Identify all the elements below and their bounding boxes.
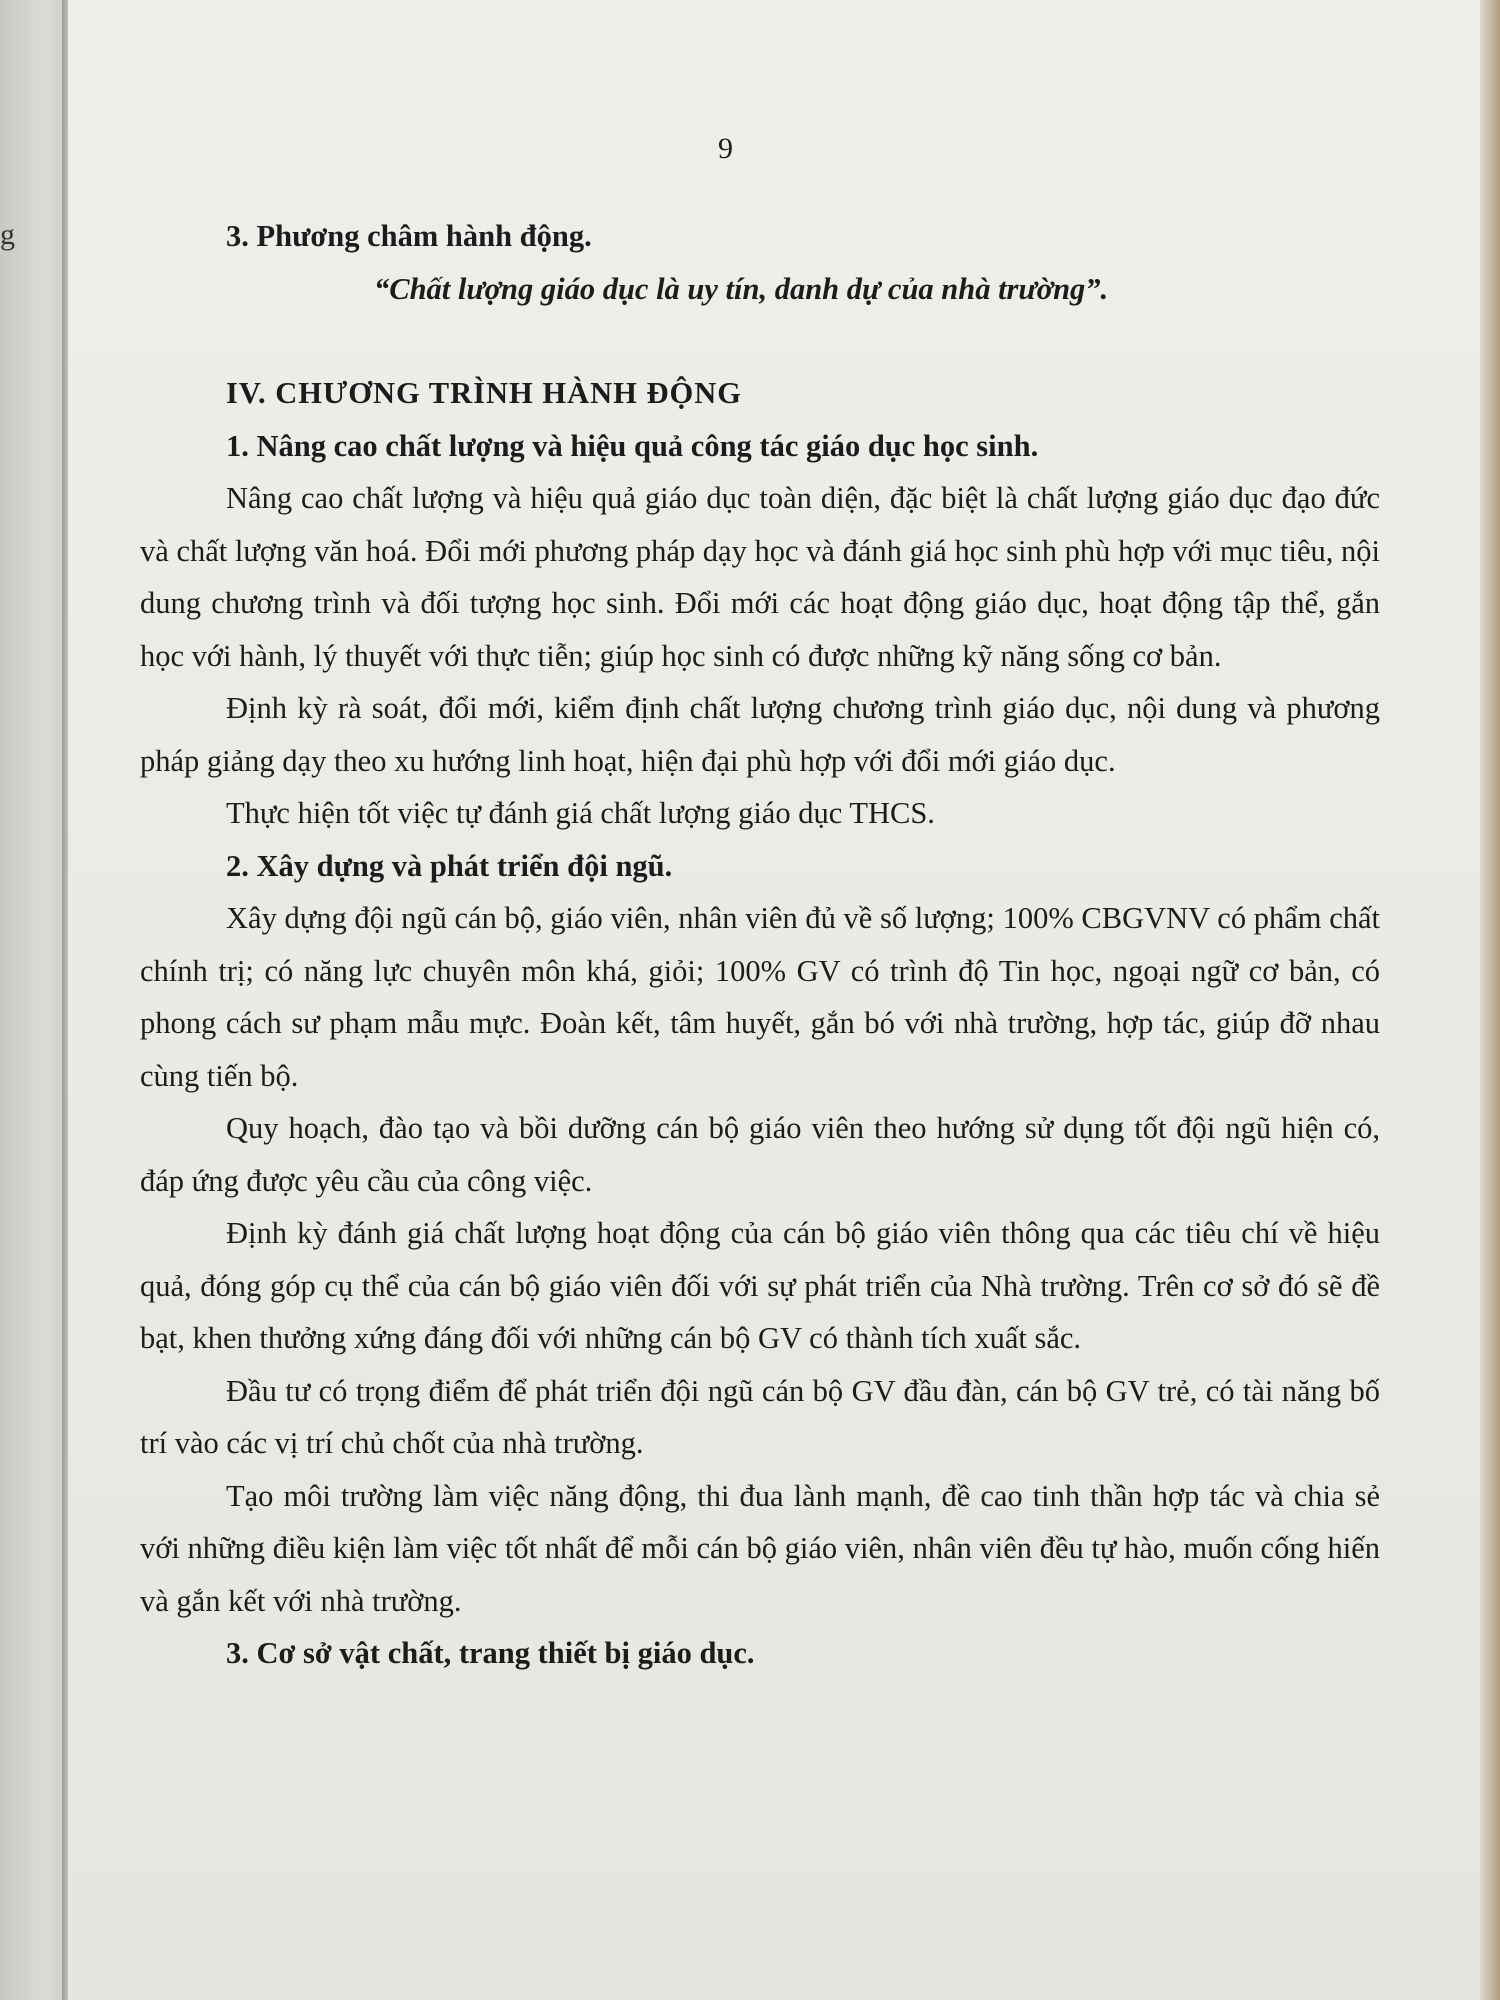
previous-page-text-fragment: g bbox=[0, 218, 15, 251]
page-number: 9 bbox=[718, 132, 733, 165]
paragraph: Quy hoạch, đào tạo và bồi dưỡng cán bộ giáo viên theo hướng sử dụng tốt đội ngũ hiện có, đáp ứng được yêu cầu của công việc. bbox=[140, 1111, 1380, 1198]
paragraph: Định kỳ đánh giá chất lượng hoạt động của cán bộ giáo viên thông qua các tiêu chí về hiệu quả, đóng góp cụ thể của cán bộ giáo viên đối với sự phát triển của Nhà trường. Trên cơ sở đó sẽ đề bạt, khen thưởng xứng đáng đối với những cán bộ GV có thành tích xuất sắc. bbox=[140, 1216, 1380, 1355]
document-page bbox=[68, 0, 1480, 2000]
subsection-heading-education-quality: 1. Nâng cao chất lượng và hiệu quả công tác giáo dục học sinh. bbox=[226, 428, 1039, 463]
paragraph: Tạo môi trường làm việc năng động, thi đua lành mạnh, đề cao tinh thần hợp tác và chia sẻ với những điều kiện làm việc tốt nhất để mỗi cán bộ giáo viên, nhân viên đều tự hào, muốn cống hiến và gắn kết với nhà trường. bbox=[140, 1478, 1380, 1618]
blank-line bbox=[140, 315, 1380, 367]
section-heading-action-motto: 3. Phương châm hành động. bbox=[226, 219, 592, 253]
subsection-heading-staff-development: 2. Xây dựng và phát triển đội ngũ. bbox=[226, 848, 673, 883]
page-body bbox=[140, 210, 1380, 1680]
motto-quote: “Chất lượng giáo dục là uy tín, danh dự của nhà trường”. bbox=[374, 271, 1109, 306]
paragraph: Định kỳ rà soát, đổi mới, kiểm định chất lượng chương trình giáo dục, nội dung và phương pháp giảng dạy theo xu hướng linh hoạt, hiện đại phù hợp với đổi mới giáo dục. bbox=[140, 691, 1380, 778]
paragraph: Thực hiện tốt việc tự đánh giá chất lượng giáo dục THCS. bbox=[226, 796, 935, 830]
previous-page-strip bbox=[0, 0, 66, 2000]
subsection-heading-facilities: 3. Cơ sở vật chất, trang thiết bị giáo dục. bbox=[226, 1636, 755, 1670]
section-heading-action-program: IV. CHƯƠNG TRÌNH HÀNH ĐỘNG bbox=[226, 376, 743, 410]
paragraph: Nâng cao chất lượng và hiệu quả giáo dục toàn diện, đặc biệt là chất lượng giáo dục đạo đức và chất lượng văn hoá. Đổi mới phương pháp dạy học và đánh giá học sinh phù hợp với mục tiêu, nội dung chương trình và đối tượng học sinh. Đổi mới các hoạt động giáo dục, hoạt động tập thể, gắn học với hành, lý thuyết với thực tiễn; giúp học sinh có được những kỹ năng sống cơ bản. bbox=[140, 481, 1380, 673]
paragraph: Xây dựng đội ngũ cán bộ, giáo viên, nhân viên đủ về số lượng; 100% CBGVNV có phẩm chất chính trị; có năng lực chuyên môn khá, giỏi; 100% GV có trình độ Tin học, ngoại ngữ cơ bản, có phong cách sư phạm mẫu mực. Đoàn kết, tâm huyết, gắn bó với nhà trường, hợp tác, giúp đỡ nhau cùng tiến bộ. bbox=[140, 901, 1380, 1093]
paragraph: Đầu tư có trọng điểm để phát triển đội ngũ cán bộ GV đầu đàn, cán bộ GV trẻ, có tài năng bố trí vào các vị trí chủ chốt của nhà trường. bbox=[140, 1373, 1380, 1460]
desk-background bbox=[1478, 0, 1500, 2000]
